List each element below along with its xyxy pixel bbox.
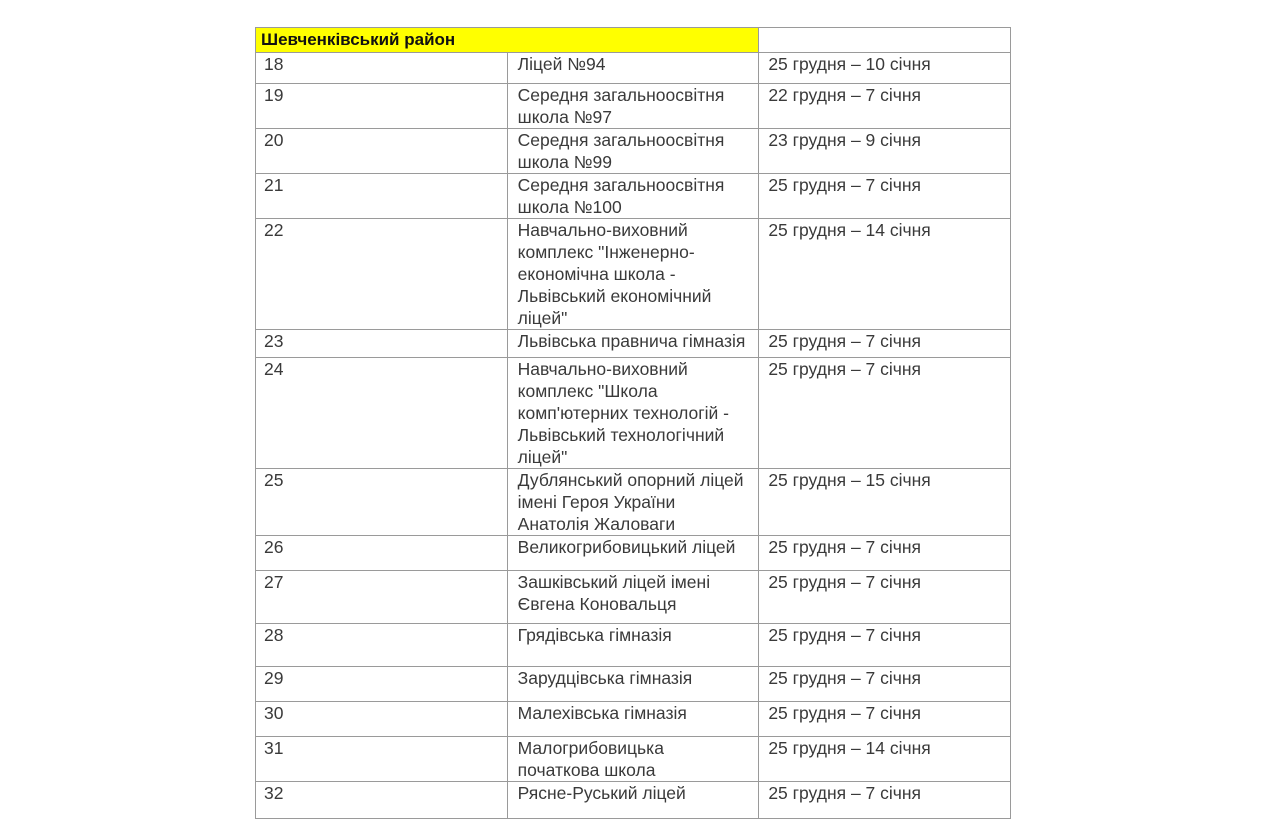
school-name: Малогрибовицька початкова школа bbox=[507, 737, 759, 782]
vacation-dates: 25 грудня – 7 січня bbox=[759, 174, 1011, 219]
table-row bbox=[256, 571, 1011, 624]
table-row bbox=[256, 174, 1011, 219]
vacation-dates: 25 грудня – 7 січня bbox=[759, 358, 1011, 469]
row-number: 32 bbox=[256, 782, 508, 819]
row-number: 18 bbox=[256, 53, 508, 84]
school-name: Рясне-Руський ліцей bbox=[507, 782, 759, 819]
vacation-dates: 25 грудня – 7 січня bbox=[759, 782, 1011, 819]
row-number: 23 bbox=[256, 330, 508, 358]
schools-table bbox=[255, 27, 1011, 819]
school-name: Зарудцівська гімназія bbox=[507, 667, 759, 702]
row-number: 22 bbox=[256, 219, 508, 330]
vacation-dates: 25 грудня – 7 січня bbox=[759, 536, 1011, 571]
vacation-dates: 23 грудня – 9 січня bbox=[759, 129, 1011, 174]
table-row bbox=[256, 358, 1011, 469]
school-name: Середня загальноосвітня школа №97 bbox=[507, 84, 759, 129]
school-name: Львівська правнича гімназія bbox=[507, 330, 759, 358]
school-name: Середня загальноосвітня школа №100 bbox=[507, 174, 759, 219]
table-row bbox=[256, 219, 1011, 330]
row-number: 30 bbox=[256, 702, 508, 737]
row-number: 24 bbox=[256, 358, 508, 469]
schools-table-body bbox=[256, 28, 1011, 819]
vacation-dates: 25 грудня – 10 січня bbox=[759, 53, 1011, 84]
vacation-dates: 22 грудня – 7 січня bbox=[759, 84, 1011, 129]
row-number: 19 bbox=[256, 84, 508, 129]
school-name: Великогрибовицький ліцей bbox=[507, 536, 759, 571]
school-name: Середня загальноосвітня школа №99 bbox=[507, 129, 759, 174]
vacation-dates: 25 грудня – 7 січня bbox=[759, 571, 1011, 624]
document-page bbox=[255, 27, 1011, 819]
row-number: 27 bbox=[256, 571, 508, 624]
district-title: Шевченківський район bbox=[256, 28, 759, 53]
table-row bbox=[256, 53, 1011, 84]
vacation-dates: 25 грудня – 14 січня bbox=[759, 737, 1011, 782]
school-name: Зашківський ліцей імені Євгена Коновальця bbox=[507, 571, 759, 624]
table-row bbox=[256, 129, 1011, 174]
district-header-dates bbox=[759, 28, 1011, 53]
row-number: 28 bbox=[256, 624, 508, 667]
table-row bbox=[256, 702, 1011, 737]
table-row bbox=[256, 536, 1011, 571]
school-name: Навчально-виховний комплекс "Школа комп'ютерних технологій - Львівський технологічний ліцей" bbox=[507, 358, 759, 469]
row-number: 26 bbox=[256, 536, 508, 571]
table-row bbox=[256, 84, 1011, 129]
row-number: 31 bbox=[256, 737, 508, 782]
school-name: Малехівська гімназія bbox=[507, 702, 759, 737]
school-name: Грядівська гімназія bbox=[507, 624, 759, 667]
vacation-dates: 25 грудня – 7 січня bbox=[759, 330, 1011, 358]
table-row bbox=[256, 469, 1011, 536]
vacation-dates: 25 грудня – 15 січня bbox=[759, 469, 1011, 536]
table-row bbox=[256, 737, 1011, 782]
row-number: 29 bbox=[256, 667, 508, 702]
vacation-dates: 25 грудня – 7 січня bbox=[759, 667, 1011, 702]
table-row bbox=[256, 782, 1011, 819]
vacation-dates: 25 грудня – 7 січня bbox=[759, 624, 1011, 667]
table-row bbox=[256, 624, 1011, 667]
row-number: 20 bbox=[256, 129, 508, 174]
vacation-dates: 25 грудня – 14 січня bbox=[759, 219, 1011, 330]
district-header-row bbox=[256, 28, 1011, 53]
school-name: Ліцей №94 bbox=[507, 53, 759, 84]
school-name: Дублянський опорний ліцей імені Героя України Анатолія Жаловаги bbox=[507, 469, 759, 536]
row-number: 25 bbox=[256, 469, 508, 536]
table-row bbox=[256, 330, 1011, 358]
school-name: Навчально-виховний комплекс "Інженерно-економічна школа - Львівський економічний ліцей" bbox=[507, 219, 759, 330]
row-number: 21 bbox=[256, 174, 508, 219]
vacation-dates: 25 грудня – 7 січня bbox=[759, 702, 1011, 737]
table-row bbox=[256, 667, 1011, 702]
